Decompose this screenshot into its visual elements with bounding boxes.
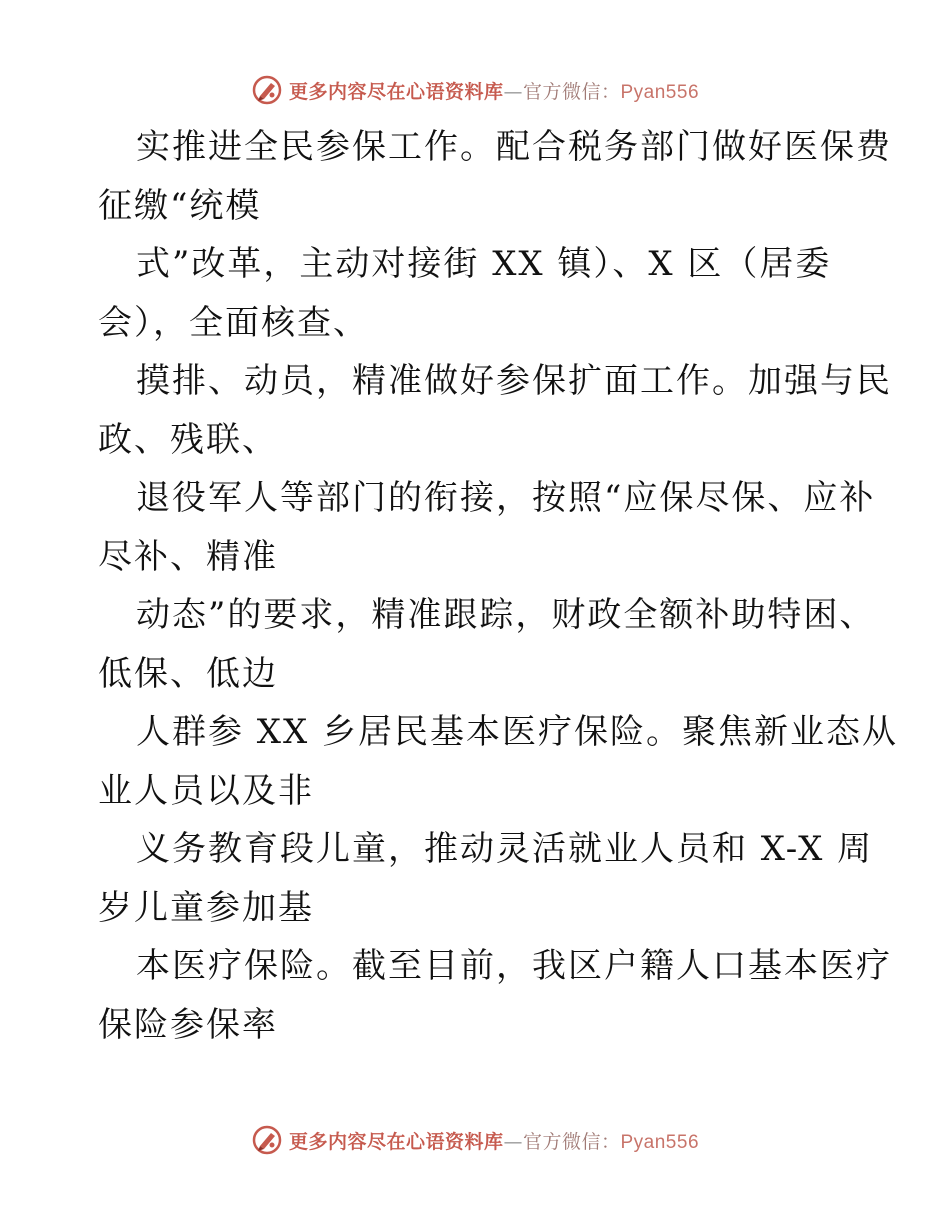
- text-line: 摸排、动员，精准做好参保扩面工作。加强与民: [136, 361, 892, 401]
- text-line: 尽补、精准: [98, 536, 278, 577]
- text-line: 义务教育段儿童，推动灵活就业人员和 X-X 周: [136, 829, 874, 869]
- text-line: 保险参保率: [98, 1004, 278, 1045]
- watermark-contact-label: 官方微信：: [522, 1130, 621, 1153]
- text-line: 本医疗保险。截至目前，我区户籍人口基本医疗: [136, 946, 892, 986]
- pen-logo-icon: [251, 74, 283, 106]
- watermark-text: [289, 1127, 699, 1154]
- text-line: 业人员以及非: [98, 770, 314, 811]
- body-text: [98, 118, 899, 1054]
- watermark-dash: —: [503, 1130, 523, 1153]
- text-line: 实推进全民参保工作。配合税务部门做好医保费: [136, 127, 892, 167]
- watermark-contact-handle: Pyan556: [620, 81, 700, 103]
- text-line: 征缴“统模: [98, 185, 262, 226]
- text-line: 退役军人等部门的衔接，按照“应保尽保、应补: [136, 478, 876, 518]
- watermark-brand: 更多内容尽在心语资料库: [288, 80, 504, 103]
- watermark-dash: —: [503, 80, 523, 103]
- watermark-contact-handle: Pyan556: [620, 1131, 700, 1153]
- watermark-brand: 更多内容尽在心语资料库: [288, 1130, 504, 1153]
- text-line: 政、残联、: [98, 419, 278, 460]
- text-line: 会），全面核查、: [98, 302, 369, 343]
- header-watermark: [0, 70, 950, 110]
- text-line: 动态”的要求，精准跟踪，财政全额补助特困、: [136, 595, 876, 635]
- text-line: 岁儿童参加基: [98, 887, 314, 928]
- text-line: 低保、低边: [98, 653, 278, 694]
- text-line: 人群参 XX 乡居民基本医疗保险。聚焦新业态从: [136, 712, 899, 752]
- pen-logo-icon: [251, 1124, 283, 1156]
- watermark-text: [289, 77, 699, 104]
- text-line: 式”改革，主动对接街 XX 镇）、X 区（居委: [136, 244, 832, 284]
- watermark-contact-label: 官方微信：: [522, 80, 621, 103]
- footer-watermark: [0, 1120, 950, 1160]
